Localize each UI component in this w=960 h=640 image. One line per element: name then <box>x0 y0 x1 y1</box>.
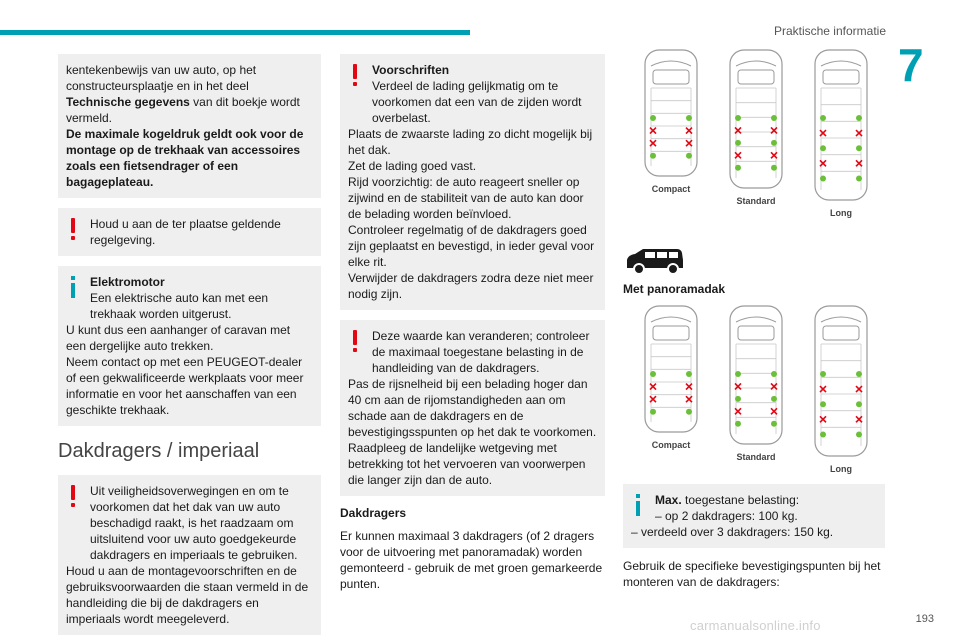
regulation-line: Verwijder de dakdragers zodra deze niet meer nodig zijn. <box>348 271 594 301</box>
info-icon <box>633 494 643 516</box>
fixing-point-green <box>820 175 826 181</box>
warning-icon <box>68 485 78 507</box>
roof-variant-label: Compact <box>651 440 691 450</box>
roof-variant-label: Long <box>830 464 852 474</box>
fixing-point-green <box>650 371 656 377</box>
warning-text-1: Houd u aan de ter plaatse geldende regelgeving. <box>90 217 281 247</box>
watermark: carmanualsonline.info <box>690 618 821 633</box>
fixing-point-green <box>820 401 826 407</box>
fixing-point-green <box>650 409 656 415</box>
fixing-point-green <box>820 431 826 437</box>
max-load-title: toegestane belasting: <box>681 493 800 507</box>
fixing-point-green <box>856 401 862 407</box>
warning-box-load <box>340 320 605 496</box>
roof-diagram <box>811 48 871 218</box>
warning-title-regulations: Voorschriften <box>372 63 450 77</box>
intro-bold-link: Technische gegevens <box>66 95 190 109</box>
info-line: U kunt dus een aanhanger of caravan met een dergelijke auto trekken. <box>66 323 291 353</box>
roof-diagram-row-panorama <box>623 304 885 476</box>
fixing-point-green <box>856 431 862 437</box>
fixing-point-green <box>771 396 777 402</box>
warning-box-1 <box>58 208 321 256</box>
roof-diagram <box>811 304 871 474</box>
intro-bold-note: De maximale kogeldruk geldt ook voor de montage op de trekhaak van accessoires zoals een fietsendrager of een bagageplateau. <box>66 127 304 189</box>
roof-variant-label: Compact <box>651 184 691 194</box>
max-load-item: – verdeeld over 3 dakdragers: 150 kg. <box>631 525 834 539</box>
load-warning-line: Pas de rijsnelheid bij een belading hoger dan 40 cm aan de rijomstandigheden aan om schade aan de dakdragers en de bevestigingsspunten op het dak te voorkomen. <box>348 377 597 439</box>
regulation-line: Verdeel de lading gelijkmatig om te voorkomen dat een van de zijden wordt overbelast. <box>372 79 582 125</box>
warning-box-regulations <box>340 54 605 310</box>
fixing-point-green <box>856 145 862 151</box>
info-line: Neem contact op met een PEUGEOT-dealer of een gekwalificeerde werkplaats voor meer informatie en voor het aanschaffen van een geschikte trekhaak. <box>66 355 304 417</box>
roof-variant-label: Standard <box>736 196 776 206</box>
fixing-point-green <box>735 140 741 146</box>
fixing-point-green <box>820 145 826 151</box>
fixing-point-green <box>735 165 741 171</box>
section-heading-roof-racks: Dakdragers / imperiaal <box>58 440 260 462</box>
section-title: Praktische informatie <box>773 24 886 38</box>
roof-diagram <box>641 48 701 194</box>
info-title-electric: Elektromotor <box>90 275 165 289</box>
regulation-line: Rijd voorzichtig: de auto reageert sneller op zijwind en de stabiliteit van de auto kan door de belading worden beïnvloed. <box>348 175 584 221</box>
load-warning-line: Raadpleeg de landelijke wetgeving met betrekking tot het vervoeren van voorwerpen die langer zijn dan de auto. <box>348 441 586 487</box>
fixing-point-green <box>856 371 862 377</box>
column-1 <box>58 54 321 640</box>
fixing-point-green <box>686 115 692 121</box>
roof-diagram <box>641 304 701 450</box>
fixing-point-green <box>650 115 656 121</box>
roof-variant-label: Standard <box>736 452 776 462</box>
warning-icon <box>350 330 360 352</box>
regulation-line: Zet de lading goed vast. <box>348 159 477 173</box>
column-2 <box>340 54 605 592</box>
subheading-roof-bars: Dakdragers <box>340 506 407 520</box>
info-icon <box>68 276 78 298</box>
fixing-point-green <box>735 396 741 402</box>
roof-diagram <box>726 304 786 462</box>
fixing-point-green <box>686 371 692 377</box>
fixing-point-green <box>856 175 862 181</box>
chapter-number: 7 <box>898 39 924 91</box>
fixing-points-text: Gebruik de specifieke bevestigingspunten bij het monteren van de dakdragers: <box>623 559 881 589</box>
load-warning-line: Deze waarde kan veranderen; controleer de maximaal toegestane belasting in de handleiding van de dakdragers. <box>372 329 590 375</box>
warning-icon <box>350 64 360 86</box>
fixing-point-green <box>771 421 777 427</box>
fixing-point-green <box>771 371 777 377</box>
fixing-point-green <box>856 115 862 121</box>
fixing-point-green <box>650 153 656 159</box>
panorama-heading: Met panoramadak <box>623 282 726 296</box>
fixing-point-green <box>820 371 826 377</box>
info-line: Een elektrische auto kan met een trekhaak worden uitgerust. <box>90 291 269 321</box>
warning-text-2a: Uit veiligheidsoverwegingen en om te voorkomen dat het dak van uw auto beschadigd raakt, is het raadzaam om uitsluitend voor uw auto goedgekeurde dakdragers en imperiaals te gebruiken. <box>90 484 298 562</box>
fixing-point-green <box>771 115 777 121</box>
header-accent-bar <box>0 30 470 35</box>
max-label: Max. <box>655 493 682 507</box>
roof-bars-text: Er kunnen maximaal 3 dakdragers (of 2 dragers voor de uitvoering met panoramadak) worden gemonteerd - gebruik de met groen gemarkeerde punten. <box>340 529 603 591</box>
warning-text-2b: Houd u aan de montagevoorschriften en de gebruiksvoorwaarden die staan vermeld in de handleiding die bij de dakdragers en imperiaals wordt meegeleverd. <box>66 564 309 626</box>
fixing-point-green <box>735 115 741 121</box>
intro-box <box>58 54 321 198</box>
roof-diagram <box>726 48 786 206</box>
fixing-point-green <box>771 165 777 171</box>
regulation-line: Controleer regelmatig of de dakdragers goed zijn geplaatst en bevestigd, in ieder geval voor elke rit. <box>348 223 595 269</box>
roof-variant-label: Long <box>830 208 852 218</box>
fixing-point-green <box>686 153 692 159</box>
regulation-line: Plaats de zwaarste lading zo dicht mogelijk bij het dak. <box>348 127 593 157</box>
fixing-point-green <box>820 115 826 121</box>
info-box-electric <box>58 266 321 426</box>
max-load-item: – op 2 dakdragers: 100 kg. <box>655 509 798 523</box>
warning-box-2 <box>58 475 321 635</box>
fixing-point-green <box>686 409 692 415</box>
car-panoramic-icon <box>623 246 885 276</box>
page-number: 193 <box>915 613 934 625</box>
intro-text-1: kentekenbewijs van uw auto, op het constructeursplaatje en in het deel <box>66 63 257 93</box>
warning-icon <box>68 218 78 240</box>
fixing-point-green <box>771 140 777 146</box>
info-box-max-load <box>623 484 885 548</box>
fixing-point-green <box>735 371 741 377</box>
fixing-point-green <box>735 421 741 427</box>
roof-diagram-row-standard <box>623 48 885 226</box>
intro-text-2: van dit boekje wordt vermeld. <box>66 95 300 125</box>
column-3 <box>623 48 885 590</box>
